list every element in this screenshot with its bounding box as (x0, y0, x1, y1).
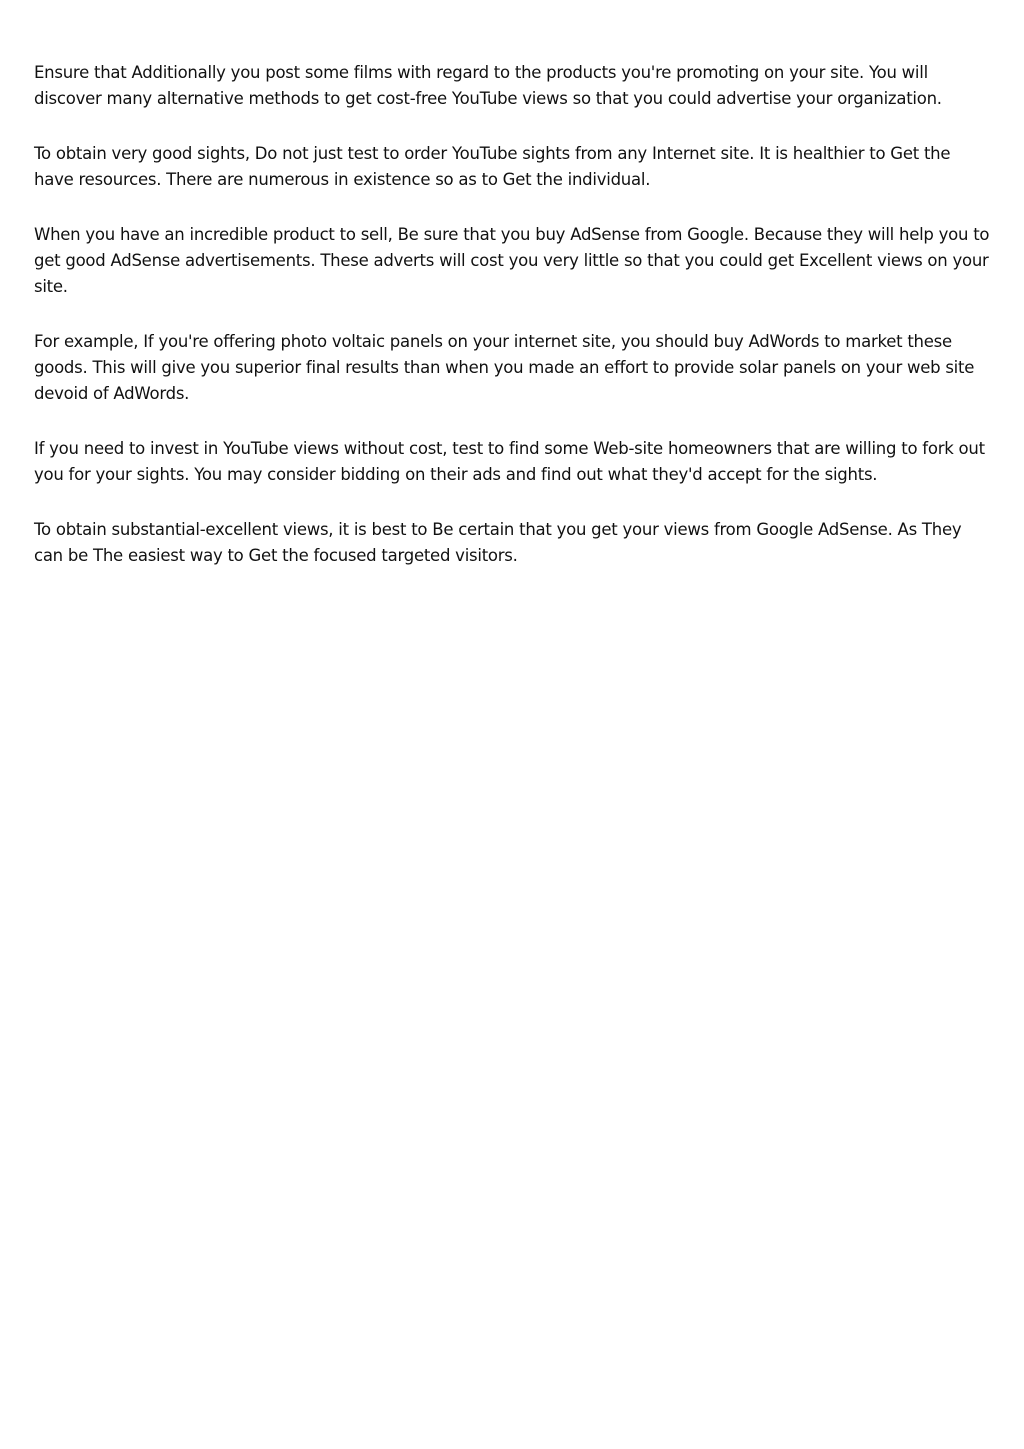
paragraph-3: When you have an incredible product to sell, Be sure that you buy AdSense from Google. Because they will help you to get good AdSense advertisements. These adverts will cost you very little so that you could get Excellent views on your site. (34, 225, 990, 296)
paragraph-1: Ensure that Additionally you post some films with regard to the products you're promoting on your site. You will discover many alternative methods to get cost-free YouTube views so that you could advertise your organization. (34, 63, 942, 108)
paragraph-2: To obtain very good sights, Do not just test to order YouTube sights from any Internet site. It is healthier to Get the have resources. There are numerous in existence so as to Get the individual. (34, 144, 951, 189)
paragraph-4: For example, If you're offering photo voltaic panels on your internet site, you should buy AdWords to market these goods. This will give you superior final results than when you made an effort to provide solar panels on your web site devoid of AdWords. (34, 332, 975, 403)
paragraph-6: To obtain substantial-excellent views, it is best to Be certain that you get your views from Google AdSense. As They can be The easiest way to Get the focused targeted visitors. (34, 520, 962, 565)
paragraph-5: If you need to invest in YouTube views without cost, test to find some Web-site homeowners that are willing to fork out you for your sights. You may consider bidding on their ads and find out what they'd accept for the sights. (34, 439, 985, 484)
